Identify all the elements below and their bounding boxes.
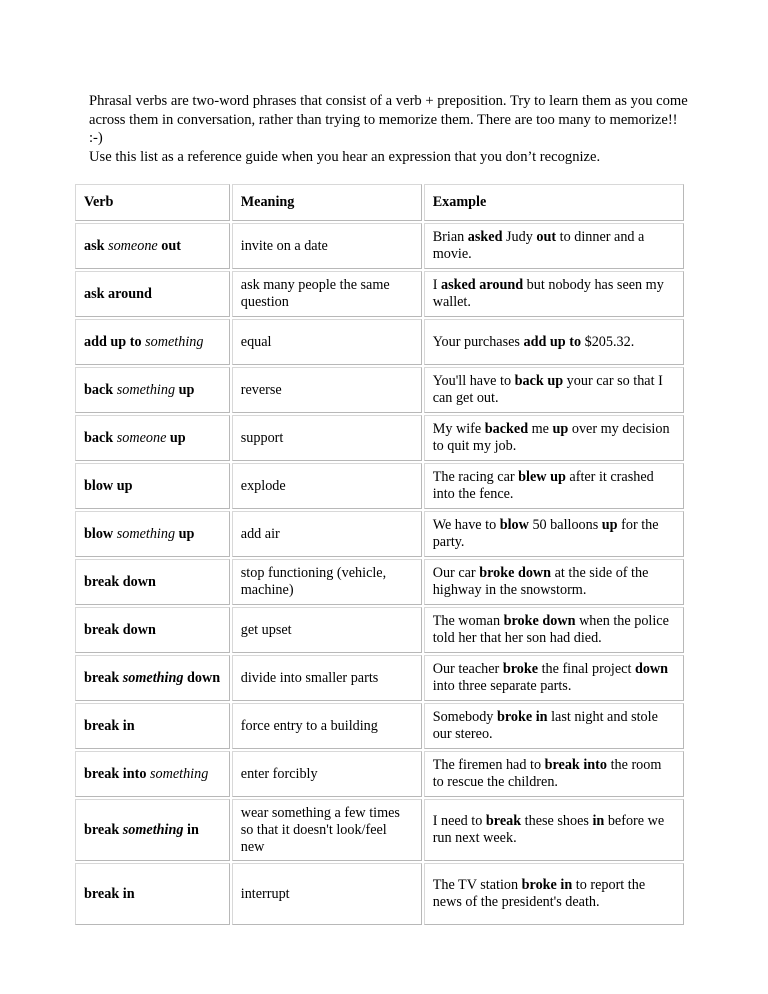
verb-cell: ask around [75, 271, 230, 317]
table-header-row [75, 184, 684, 221]
table-row [75, 271, 684, 317]
example-cell: The firemen had to break into the room to rescue the children. [424, 751, 684, 797]
table-row [75, 367, 684, 413]
header-meaning: Meaning [232, 184, 422, 221]
verb-cell: break something down [75, 655, 230, 701]
meaning-cell: add air [232, 511, 422, 557]
example-cell: We have to blow 50 balloons up for the party. [424, 511, 684, 557]
meaning-cell: get upset [232, 607, 422, 653]
table-row [75, 223, 684, 269]
table-row [75, 415, 684, 461]
verb-cell: break into something [75, 751, 230, 797]
table-row [75, 799, 684, 861]
header-example: Example [424, 184, 684, 221]
meaning-cell: explode [232, 463, 422, 509]
phrasal-verbs-table [73, 182, 686, 927]
example-cell: I asked around but nobody has seen my wallet. [424, 271, 684, 317]
meaning-cell: equal [232, 319, 422, 365]
example-cell: I need to break these shoes in before we run next week. [424, 799, 684, 861]
verb-cell: break in [75, 863, 230, 925]
table-row [75, 655, 684, 701]
meaning-cell: stop functioning (vehicle, machine) [232, 559, 422, 605]
example-cell: My wife backed me up over my decision to quit my job. [424, 415, 684, 461]
meaning-cell: support [232, 415, 422, 461]
meaning-cell: ask many people the same question [232, 271, 422, 317]
example-cell: Somebody broke in last night and stole our stereo. [424, 703, 684, 749]
meaning-cell: wear something a few times so that it doesn't look/feel new [232, 799, 422, 861]
verb-cell: break down [75, 607, 230, 653]
example-cell: The TV station broke in to report the news of the president's death. [424, 863, 684, 925]
example-cell: The racing car blew up after it crashed into the fence. [424, 463, 684, 509]
verb-cell: break down [75, 559, 230, 605]
example-cell: You'll have to back up your car so that I can get out. [424, 367, 684, 413]
table-body [75, 223, 684, 925]
intro-paragraph: Phrasal verbs are two-word phrases that consist of a verb + preposition. Try to learn them as you come across them in conversation, rather than trying to memorize them. There are too many to memorize!! :-) [89, 93, 688, 146]
meaning-cell: invite on a date [232, 223, 422, 269]
example-cell: Brian asked Judy out to dinner and a movie. [424, 223, 684, 269]
meaning-cell: interrupt [232, 863, 422, 925]
example-cell: Your purchases add up to $205.32. [424, 319, 684, 365]
table-row [75, 463, 684, 509]
verb-cell: back someone up [75, 415, 230, 461]
verb-cell: ask someone out [75, 223, 230, 269]
meaning-cell: enter forcibly [232, 751, 422, 797]
verb-cell: blow up [75, 463, 230, 509]
verb-cell: break something in [75, 799, 230, 861]
meaning-cell: reverse [232, 367, 422, 413]
table-row [75, 703, 684, 749]
header-verb: Verb [75, 184, 230, 221]
table-row [75, 559, 684, 605]
example-cell: Our teacher broke the final project down into three separate parts. [424, 655, 684, 701]
meaning-cell: force entry to a building [232, 703, 422, 749]
table-row [75, 607, 684, 653]
table-row [75, 863, 684, 925]
table-row [75, 511, 684, 557]
meaning-cell: divide into smaller parts [232, 655, 422, 701]
verb-cell: back something up [75, 367, 230, 413]
example-cell: Our car broke down at the side of the highway in the snowstorm. [424, 559, 684, 605]
example-cell: The woman broke down when the police told her that her son had died. [424, 607, 684, 653]
verb-cell: blow something up [75, 511, 230, 557]
table-row [75, 751, 684, 797]
verb-cell: break in [75, 703, 230, 749]
table-row [75, 319, 684, 365]
usage-note: Use this list as a reference guide when you hear an expression that you don’t recognize. [89, 149, 601, 165]
verb-cell: add up to something [75, 319, 230, 365]
